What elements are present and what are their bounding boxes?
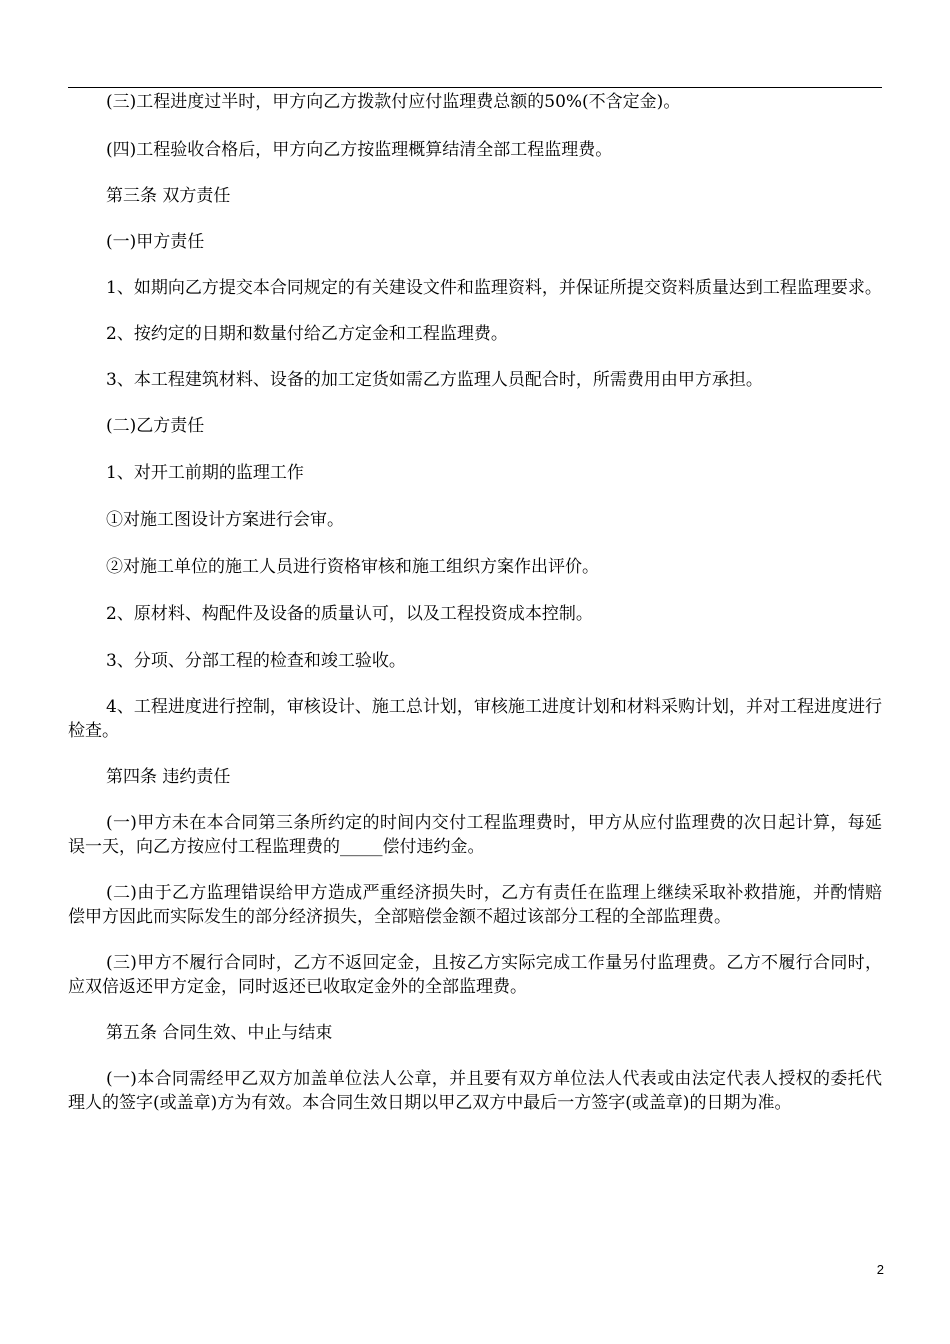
subsection-heading: (二)乙方责任	[106, 416, 205, 436]
paragraph: (三)甲方不履行合同时，乙方不返回定金，且按乙方实际完成工作量另付监理费。乙方不履行合同时，应双倍返还甲方定金，同时返还已收取定金外的全部监理费。	[68, 953, 882, 997]
paragraph: 1、对开工前期的监理工作	[106, 463, 304, 483]
header-rule	[68, 87, 882, 88]
paragraph: ①对施工图设计方案进行会审。	[106, 510, 344, 530]
paragraph: 3、本工程建筑材料、设备的加工定货如需乙方监理人员配合时，所需费用由甲方承担。	[106, 370, 763, 390]
document-body	[68, 90, 882, 1115]
paragraph: ②对施工单位的施工人员进行资格审核和施工组织方案作出评价。	[106, 557, 599, 577]
page-number: 2	[876, 1262, 884, 1277]
paragraph: (二)由于乙方监理错误给甲方造成严重经济损失时，乙方有责任在监理上继续采取补救措施，并酌情赔偿甲方因此而实际发生的部分经济损失，全部赔偿金额不超过该部分工程的全部监理费。	[68, 883, 882, 927]
paragraph: (三)工程进度过半时，甲方向乙方拨款付应付监理费总额的50%(不含定金)。	[106, 92, 681, 112]
paragraph: (四)工程验收合格后，甲方向乙方按监理概算结清全部工程监理费。	[106, 140, 613, 160]
paragraph: 2、原材料、构配件及设备的质量认可，以及工程投资成本控制。	[106, 604, 593, 624]
paragraph: 1、如期向乙方提交本合同规定的有关建设文件和监理资料，并保证所提交资料质量达到工程监理要求。	[106, 278, 882, 298]
section-heading: 第五条 合同生效、中止与结束	[106, 1023, 333, 1043]
paragraph: 2、按约定的日期和数量付给乙方定金和工程监理费。	[106, 324, 508, 344]
section-heading: 第四条 违约责任	[106, 767, 231, 787]
section-heading: 第三条 双方责任	[106, 186, 231, 206]
paragraph: 3、分项、分部工程的检查和竣工验收。	[106, 651, 406, 671]
paragraph: (一)本合同需经甲乙双方加盖单位法人公章，并且要有双方单位法人代表或由法定代表人授权的委托代理人的签字(或盖章)方为有效。本合同生效日期以甲乙双方中最后一方签字(或盖章)的日期为准。	[68, 1069, 882, 1113]
subsection-heading: (一)甲方责任	[106, 232, 205, 252]
paragraph: (一)甲方未在本合同第三条所约定的时间内交付工程监理费时，甲方从应付监理费的次日起计算，每延误一天，向乙方按应付工程监理费的_____偿付违约金。	[68, 813, 882, 857]
paragraph: 4、工程进度进行控制，审核设计、施工总计划，审核施工进度计划和材料采购计划，并对工程进度进行检查。	[68, 697, 882, 741]
